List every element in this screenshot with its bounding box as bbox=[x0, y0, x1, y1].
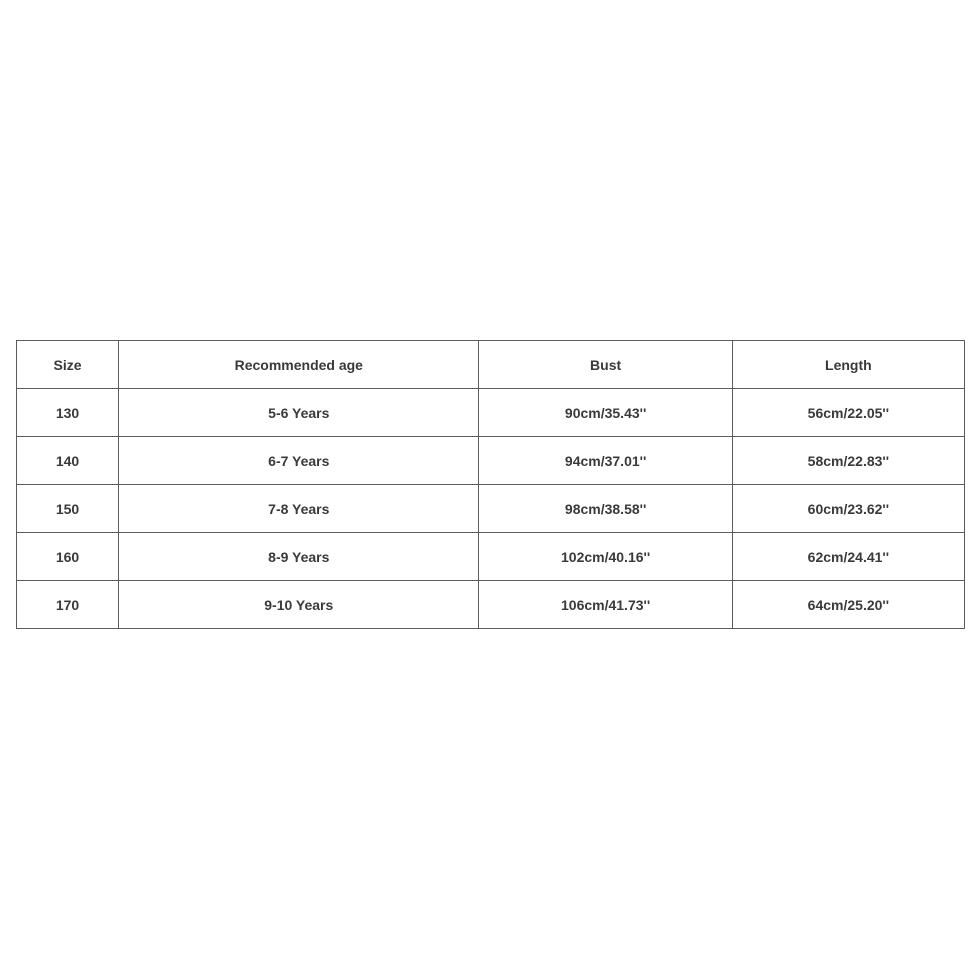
cell-length: 56cm/22.05'' bbox=[732, 389, 964, 437]
table-row bbox=[17, 581, 965, 629]
header-length: Length bbox=[732, 341, 964, 389]
cell-size: 130 bbox=[17, 389, 119, 437]
header-size: Size bbox=[17, 341, 119, 389]
table-row bbox=[17, 389, 965, 437]
cell-bust: 98cm/38.58'' bbox=[479, 485, 732, 533]
cell-bust: 102cm/40.16'' bbox=[479, 533, 732, 581]
cell-recommended-age: 7-8 Years bbox=[119, 485, 479, 533]
header-recommended-age: Recommended age bbox=[119, 341, 479, 389]
cell-size: 170 bbox=[17, 581, 119, 629]
header-bust: Bust bbox=[479, 341, 732, 389]
cell-size: 160 bbox=[17, 533, 119, 581]
cell-recommended-age: 5-6 Years bbox=[119, 389, 479, 437]
cell-recommended-age: 8-9 Years bbox=[119, 533, 479, 581]
cell-recommended-age: 6-7 Years bbox=[119, 437, 479, 485]
cell-length: 60cm/23.62'' bbox=[732, 485, 964, 533]
cell-length: 58cm/22.83'' bbox=[732, 437, 964, 485]
cell-bust: 94cm/37.01'' bbox=[479, 437, 732, 485]
table-row bbox=[17, 485, 965, 533]
table-row bbox=[17, 437, 965, 485]
size-chart-table bbox=[16, 340, 965, 629]
table-header-row bbox=[17, 341, 965, 389]
cell-size: 150 bbox=[17, 485, 119, 533]
table-row bbox=[17, 533, 965, 581]
cell-size: 140 bbox=[17, 437, 119, 485]
cell-recommended-age: 9-10 Years bbox=[119, 581, 479, 629]
cell-length: 62cm/24.41'' bbox=[732, 533, 964, 581]
cell-bust: 90cm/35.43'' bbox=[479, 389, 732, 437]
cell-length: 64cm/25.20'' bbox=[732, 581, 964, 629]
cell-bust: 106cm/41.73'' bbox=[479, 581, 732, 629]
